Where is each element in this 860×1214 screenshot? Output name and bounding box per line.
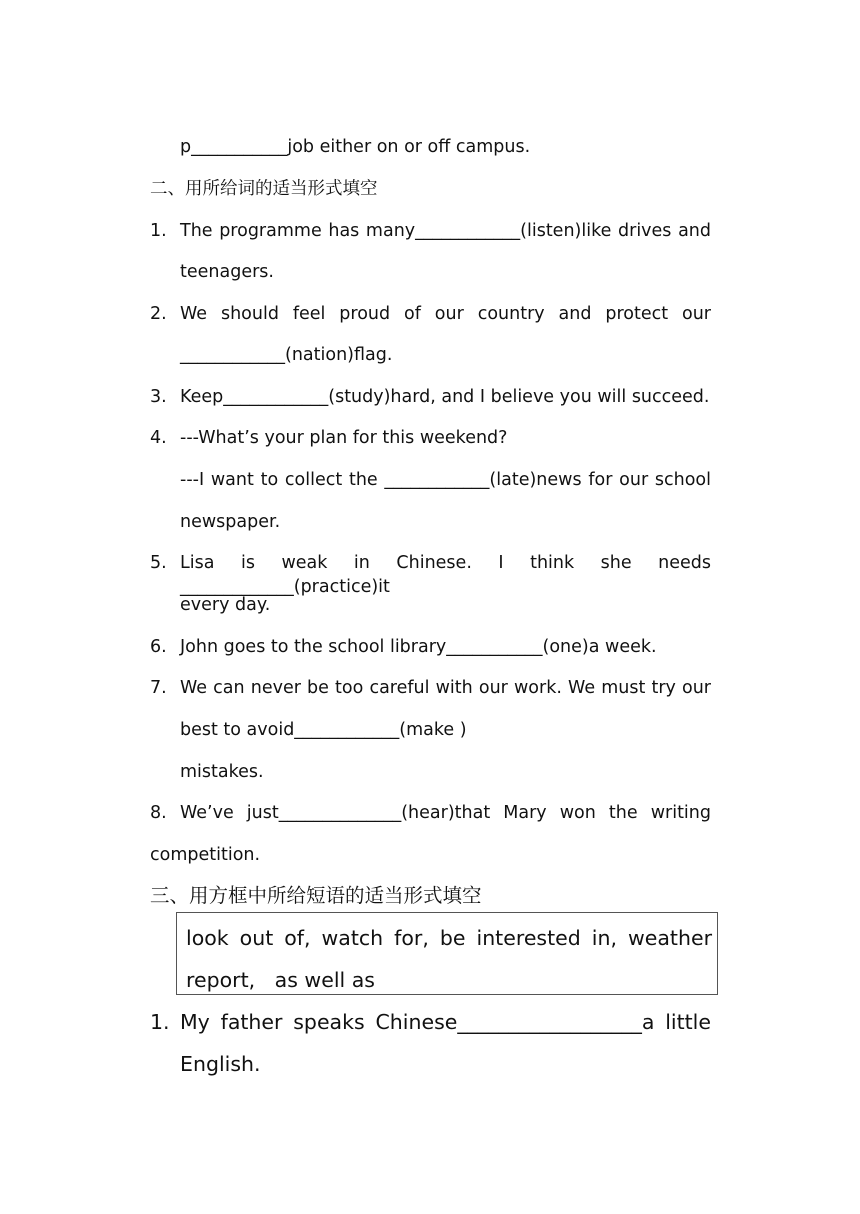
item-number: 5. xyxy=(150,553,167,573)
item-text: We can never be too careful with our work. We must try our xyxy=(180,678,711,698)
item-text: ---What’s your plan for this weekend? xyxy=(180,428,508,448)
item-text: We should feel proud of our country and protect our xyxy=(180,304,711,324)
item-text: Lisa is weak in Chinese. I think she needs _____________(practice)it xyxy=(180,553,711,597)
item-number: 7. xyxy=(150,678,167,698)
item-text: ____________(nation)flag. xyxy=(180,345,393,365)
item-text: competition. xyxy=(150,845,261,865)
item-text: My father speaks Chinese__________________a little xyxy=(180,1010,711,1034)
section-2-heading: 二、用所给词的适当形式填空 xyxy=(150,179,378,199)
section-3-heading: 三、用方框中所给短语的适当形式填空 xyxy=(150,884,482,907)
item-text: newspaper. xyxy=(180,512,281,532)
continuation-line: p___________job either on or off campus. xyxy=(180,137,531,157)
item-text: every day. xyxy=(180,595,271,615)
phrase-box-line: look out of, watch for, be interested in, weather xyxy=(186,926,712,950)
item-number: 2. xyxy=(150,304,167,324)
phrase-box-line: report, as well as xyxy=(186,968,375,992)
item-text: teenagers. xyxy=(180,262,274,282)
item-text: We’ve just______________(hear)that Mary won the writing xyxy=(180,803,711,823)
item-text: English. xyxy=(180,1052,261,1076)
item-number: 1. xyxy=(150,221,167,241)
item-text: Keep____________(study)hard, and I believe you will succeed. xyxy=(180,387,710,407)
item-text: best to avoid____________(make ) xyxy=(180,720,467,740)
item-text: ---I want to collect the ____________(late)news for our school xyxy=(180,470,711,490)
item-number: 8. xyxy=(150,803,167,823)
item-number: 4. xyxy=(150,428,167,448)
item-text: John goes to the school library___________(one)a week. xyxy=(180,637,657,657)
item-text: The programme has many____________(listen)like drives and xyxy=(180,221,711,241)
item-number: 6. xyxy=(150,637,167,657)
item-number: 1. xyxy=(150,1010,170,1034)
item-number: 3. xyxy=(150,387,167,407)
item-text: mistakes. xyxy=(180,762,264,782)
